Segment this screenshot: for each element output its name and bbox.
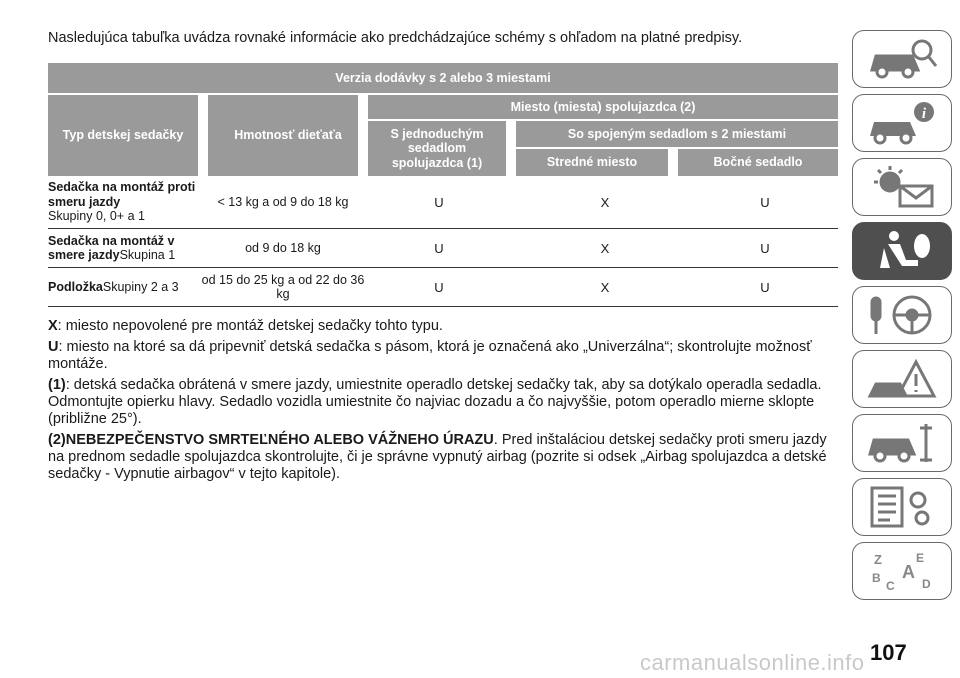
warning-triangle-icon <box>866 356 938 402</box>
tab-airbag-seat[interactable] <box>852 222 952 280</box>
col-weight-header: Hmotnosť dieťaťa <box>234 128 342 143</box>
weight-cell: od 15 do 25 kg a od 22 do 36 kg <box>201 272 365 301</box>
warning-lights-icon <box>866 164 938 210</box>
col-center-header: Stredné miesto <box>546 155 638 170</box>
tab-car-info[interactable] <box>852 94 952 152</box>
col-passenger-header: Miesto (miesta) spolujazdca (2) <box>510 99 696 114</box>
col-side-header: Bočné sedadlo <box>713 155 803 170</box>
watermark: carmanualsonline.info <box>640 650 865 675</box>
center-seat-cell: X <box>600 194 610 210</box>
side-seat-cell: U <box>760 194 770 210</box>
svg-text:C: C <box>886 579 895 593</box>
svg-text:E: E <box>916 551 925 565</box>
table-row <box>48 268 838 307</box>
table-row <box>48 229 838 268</box>
tab-alphabet-index[interactable] <box>852 542 952 600</box>
single-seat-cell: U <box>434 194 444 210</box>
side-seat-cell: U <box>760 279 770 295</box>
seat-type-name: Sedačka na montáž v smere jazdy <box>48 233 175 262</box>
specs-gear-icon <box>866 484 938 530</box>
seat-type-group: Skupiny 0, 0+ a 1 <box>48 209 145 224</box>
svg-text:A: A <box>902 562 915 582</box>
legend-notes <box>48 318 838 487</box>
tab-specs[interactable] <box>852 478 952 536</box>
table-row <box>48 176 838 229</box>
svg-text:Z: Z <box>874 552 882 567</box>
note-u: U: miesto na ktoré sa dá pripevniť detská sedačka s pásom, ktorá je označená ako „Univerzálna“; skontrolujte možnosť montáže. <box>48 339 812 372</box>
note-1: (1): detská sedačka obrátená v smere jazdy, umiestnite operadlo detskej sedačky tak, aby sa dotýkalo operadla sedadla. Odmontujte opierku hlavy. Sedadlo vozidla umiestnite čo najviac dozadu a čo najvyššie, potom operadlo mierne sklopte (približne 25°). <box>48 377 822 427</box>
center-seat-cell: X <box>600 279 610 295</box>
seat-type-group: Skupiny 2 a 3 <box>102 279 179 294</box>
page-number: 107 <box>870 640 907 665</box>
center-seat-cell: X <box>600 240 610 256</box>
seat-type-name: Podložka <box>48 279 103 294</box>
tab-car-service[interactable] <box>852 414 952 472</box>
weight-cell: < 13 kg a od 9 do 18 kg <box>217 194 349 209</box>
tab-car-search[interactable] <box>852 30 952 88</box>
intro-text: Nasledujúca tabuľka uvádza rovnaké informácie ako predchádzajúce schémy s ohľadom na platné predpisy. <box>48 30 743 46</box>
svg-text:D: D <box>922 577 931 591</box>
airbag-seat-icon <box>866 228 938 274</box>
table-header <box>48 63 838 176</box>
seat-type-name: Sedačka na montáž proti smeru jazdy <box>48 180 196 209</box>
alphabet-index-icon <box>866 548 938 594</box>
svg-text:i: i <box>921 106 927 122</box>
side-seat-cell: U <box>760 240 770 256</box>
svg-text:B: B <box>872 571 881 585</box>
child-seat-table <box>48 63 838 307</box>
key-steering-icon <box>866 292 938 338</box>
note-x: X: miesto nepovolené pre montáž detskej sedačky tohto typu. <box>48 318 443 334</box>
table-title: Verzia dodávky s 2 alebo 3 miestami <box>335 70 551 85</box>
car-search-icon <box>866 36 938 82</box>
car-info-icon <box>866 100 938 146</box>
col-double-header: So spojeným sedadlom s 2 miestami <box>567 126 787 141</box>
tab-warning-triangle[interactable] <box>852 350 952 408</box>
tab-warning-lights[interactable] <box>852 158 952 216</box>
weight-cell: od 9 do 18 kg <box>245 240 321 255</box>
col-type-header: Typ detskej sedačky <box>62 128 184 143</box>
car-service-icon <box>866 420 938 466</box>
single-seat-cell: U <box>434 279 444 295</box>
seat-type-group: Skupina 1 <box>119 248 176 262</box>
tab-key-steering[interactable] <box>852 286 952 344</box>
note-2-warning: (2)NEBEZPEČENSTVO SMRTEĽNÉHO ALEBO VÁŽNEHO ÚRAZU. Pred inštaláciou detskej sedačky proti smeru jazdy na prednom sedadle spolujazdca skontrolujte, či je správne vypnutý airbag (pozrite si odsek „Airbag spolujazdca a detské sedačky - Vypnutie airbagov“ v tejto kapitole). <box>48 432 827 482</box>
col-single-header: S jednoduchým sedadlom spolujazdca (1) <box>390 126 484 170</box>
single-seat-cell: U <box>434 240 444 256</box>
